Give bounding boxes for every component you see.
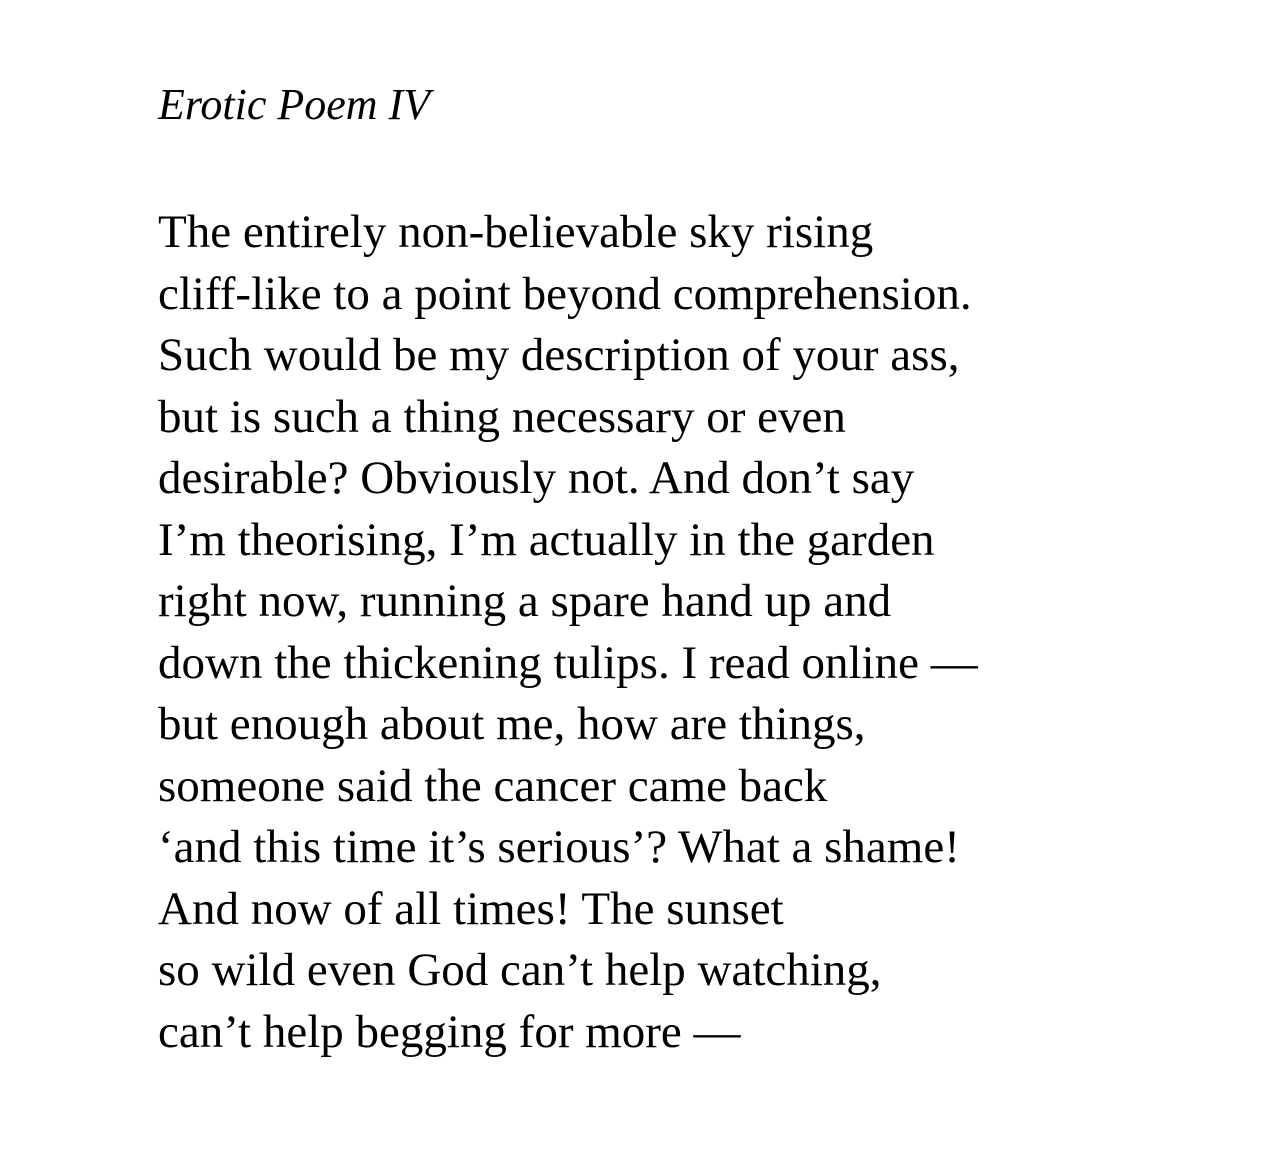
poem-line: so wild even God can’t help watching, <box>158 944 882 996</box>
poem-line: can’t help begging for more — <box>158 1005 741 1058</box>
poem-line: ‘and this time it’s serious’? What a shame! <box>158 821 960 873</box>
poem-line: cliff-like to a point beyond comprehension. <box>158 267 972 320</box>
poem-line: someone said the cancer came back <box>158 759 828 812</box>
poem-line: right now, running a spare hand up and <box>158 575 892 627</box>
poem-line: but is such a thing necessary or even <box>158 390 846 443</box>
poem <box>158 78 1238 1063</box>
poem-body <box>158 202 1238 1063</box>
poem-line: The entirely non-believable sky rising <box>158 206 874 258</box>
poem-line: And now of all times! The sunset <box>158 882 784 935</box>
poem-line: but enough about me, how are things, <box>158 698 866 750</box>
poem-line: down the thickening tulips. I read online — <box>158 636 978 689</box>
poem-line: Such would be my description of your ass, <box>158 329 960 381</box>
poem-line: I’m theorising, I’m actually in the garden <box>158 513 935 566</box>
poem-title: Erotic Poem IV <box>158 80 431 129</box>
poem-line: desirable? Obviously not. And don’t say <box>158 452 915 504</box>
